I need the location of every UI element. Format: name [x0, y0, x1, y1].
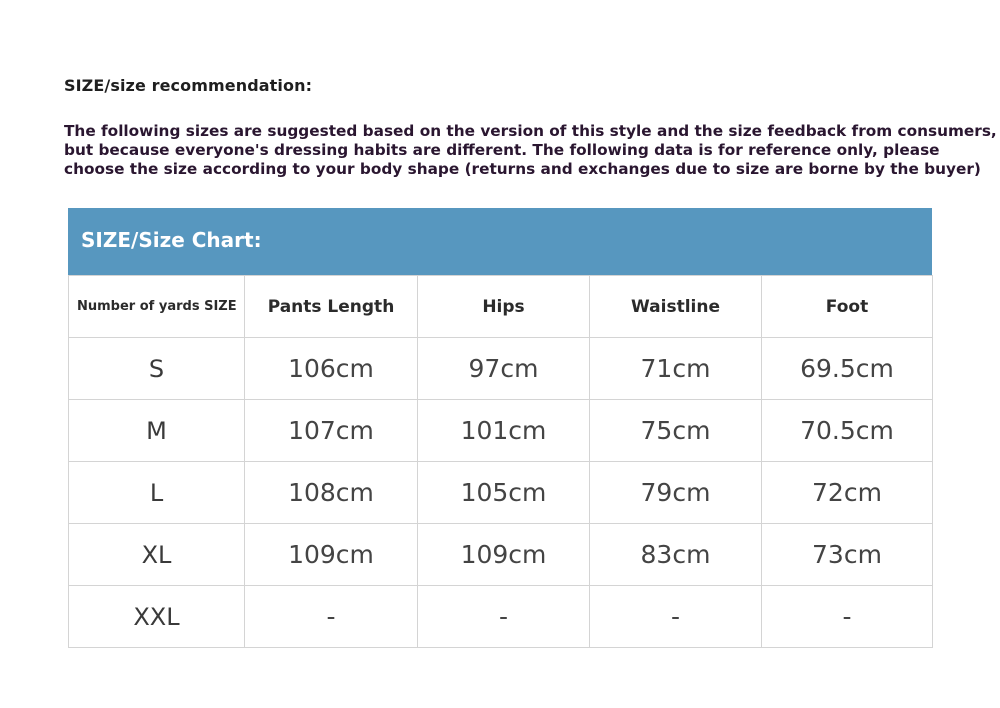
pants-length-cell: 107cm — [245, 400, 418, 462]
header-hips: Hips — [418, 276, 590, 338]
table-row — [69, 524, 933, 586]
pants-length-cell: - — [245, 586, 418, 648]
waistline-cell: 83cm — [590, 524, 762, 586]
table-row — [69, 462, 933, 524]
header-foot: Foot — [762, 276, 933, 338]
size-cell: L — [69, 462, 245, 524]
pants-length-cell: 106cm — [245, 338, 418, 400]
size-table — [68, 275, 933, 648]
foot-cell: 70.5cm — [762, 400, 933, 462]
header-waistline: Waistline — [590, 276, 762, 338]
size-cell: S — [69, 338, 245, 400]
disclaimer-line: but because everyone's dressing habits are different. The following data is for reference only, please — [64, 141, 940, 159]
hips-cell: 101cm — [418, 400, 590, 462]
disclaimer-line: choose the size according to your body shape (returns and exchanges due to size are borne by the buyer) — [64, 160, 981, 178]
waistline-cell: 75cm — [590, 400, 762, 462]
size-cell: XL — [69, 524, 245, 586]
hips-cell: - — [418, 586, 590, 648]
foot-cell: 73cm — [762, 524, 933, 586]
size-cell: XXL — [69, 586, 245, 648]
table-row — [69, 338, 933, 400]
foot-cell: 72cm — [762, 462, 933, 524]
table-header-row — [69, 276, 933, 338]
pants-length-cell: 108cm — [245, 462, 418, 524]
page-heading: SIZE/size recommendation: — [64, 76, 313, 95]
waistline-cell: 79cm — [590, 462, 762, 524]
size-chart — [68, 208, 932, 647]
waistline-cell: - — [590, 586, 762, 648]
header-pants-length: Pants Length — [245, 276, 418, 338]
size-chart-title: SIZE/Size Chart: — [68, 208, 932, 275]
size-disclaimer — [64, 122, 997, 179]
size-cell: M — [69, 400, 245, 462]
hips-cell: 97cm — [418, 338, 590, 400]
waistline-cell: 71cm — [590, 338, 762, 400]
foot-cell: - — [762, 586, 933, 648]
header-size: Number of yards SIZE — [69, 276, 245, 338]
hips-cell: 105cm — [418, 462, 590, 524]
foot-cell: 69.5cm — [762, 338, 933, 400]
table-row — [69, 586, 933, 648]
hips-cell: 109cm — [418, 524, 590, 586]
disclaimer-line: The following sizes are suggested based on the version of this style and the size feedback from consumers, — [64, 122, 997, 140]
pants-length-cell: 109cm — [245, 524, 418, 586]
table-row — [69, 400, 933, 462]
